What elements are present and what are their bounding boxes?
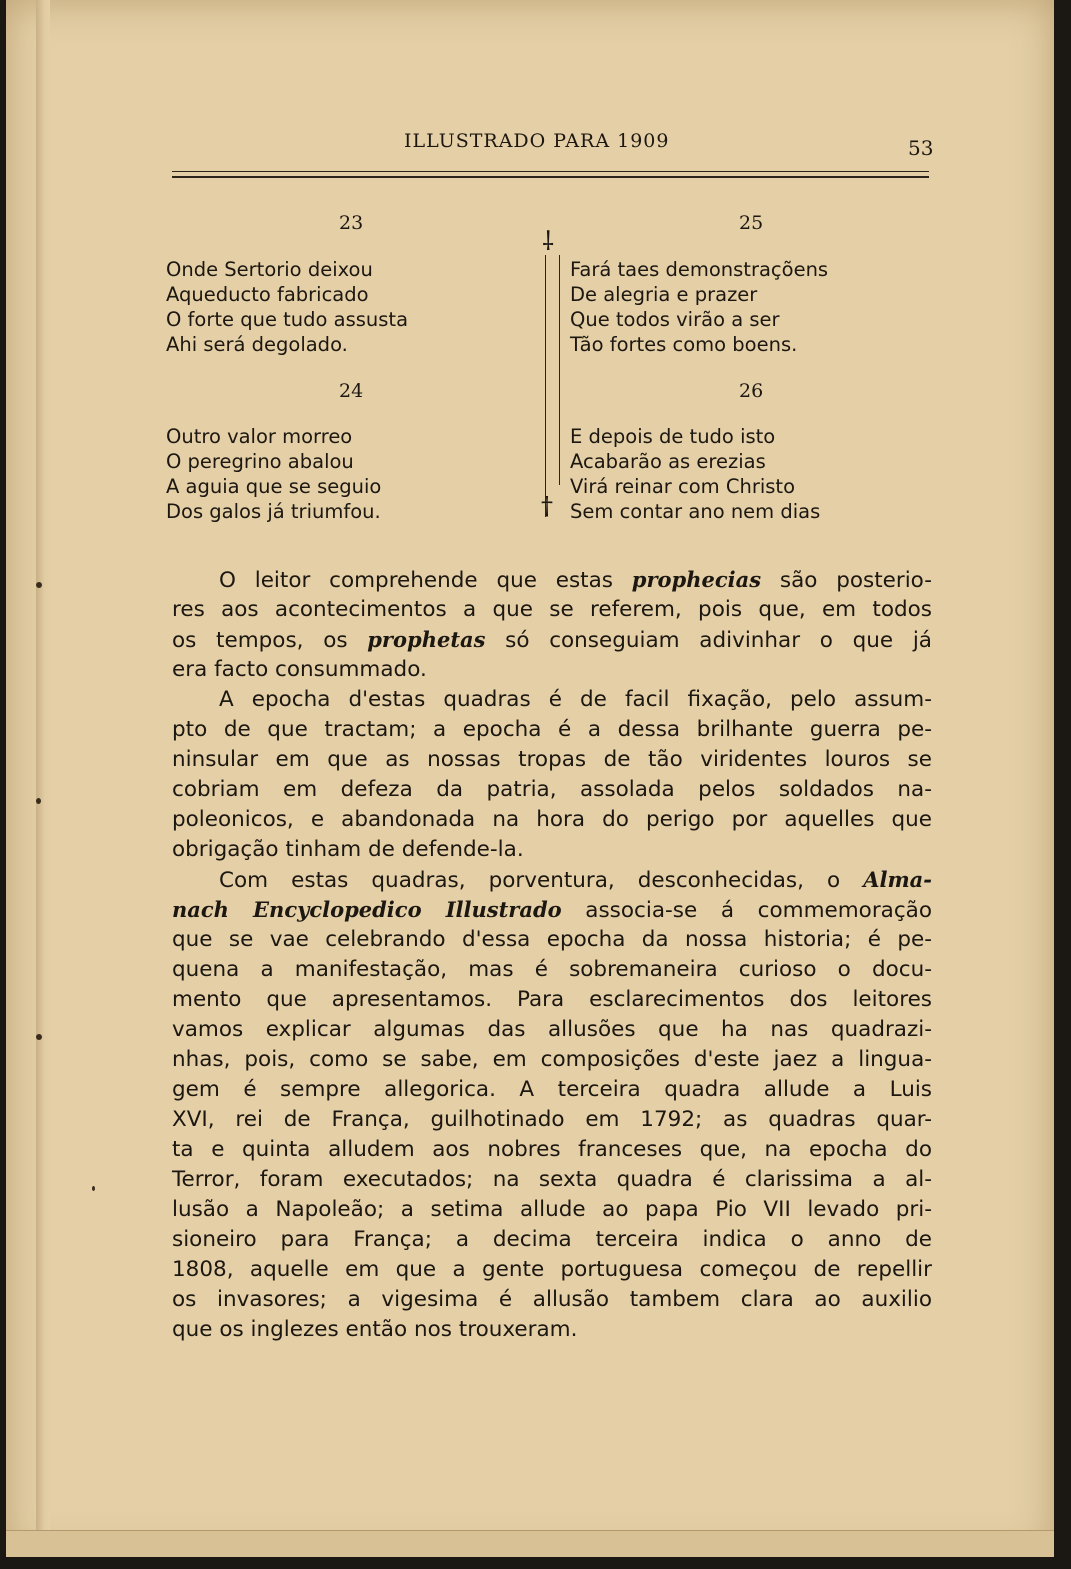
prose-line: Com estas quadras, porventura, desconhecidas, o Alma- xyxy=(219,867,933,893)
verse-line: Dos galos já triumfou. xyxy=(166,500,381,523)
stanza-number-24: 24 xyxy=(339,380,364,402)
header-rule-thin xyxy=(172,171,929,172)
stanza-number-26: 26 xyxy=(739,380,764,402)
prose-line: quena a manifestação, mas é sobremaneira curioso o docu- xyxy=(172,957,932,982)
italic-term: prophecias xyxy=(631,567,762,592)
stanza-number-23: 23 xyxy=(339,212,364,234)
prose-line: cobriam em defeza da patria, assolada pelos soldados na- xyxy=(172,777,932,802)
prose-line: 1808, aquelle em que a gente portuguesa começou de repellir xyxy=(172,1257,932,1282)
column-divider-right xyxy=(559,255,560,485)
header-rule-thick xyxy=(172,176,929,178)
stanza-26 xyxy=(570,424,820,524)
prose-line: ninsular em que as nossas tropas de tão viridentes louros se xyxy=(172,747,932,772)
page-bottom-edge xyxy=(6,1530,1054,1557)
verse-line: E depois de tudo isto xyxy=(570,425,776,448)
verse-line: Fará taes demonstraçõens xyxy=(570,258,829,281)
verse-line: Aqueducto fabricado xyxy=(166,283,369,306)
commentary-text xyxy=(172,565,932,1345)
verse-line: Outro valor morreo xyxy=(166,425,353,448)
prose-line: res aos acontecimentos a que se referem, pois que, em todos xyxy=(172,597,932,622)
prose-line: mento que apresentamos. Para esclarecimentos dos leitores xyxy=(172,987,932,1012)
verse-line: De alegria e prazer xyxy=(570,283,758,306)
prose-line: que se vae celebrando d'essa epocha da nossa historia; é pe- xyxy=(172,927,932,952)
prose-line: obrigação tinham de defende-la. xyxy=(172,837,524,862)
column-divider-left xyxy=(545,255,546,517)
dagger-ornament-top: ⸸ xyxy=(542,227,555,257)
italic-term: prophetas xyxy=(367,627,486,652)
verse-line: Onde Sertorio deixou xyxy=(166,258,373,281)
prose-line: Terror, foram executados; na sexta quadra é clarissima a al- xyxy=(172,1167,932,1192)
prose-line: pto de que tractam; a epocha é a dessa brilhante guerra pe- xyxy=(172,717,932,742)
page-number: 53 xyxy=(908,136,934,160)
prose-line: ta e quinta alludem aos nobres franceses que, na epocha do xyxy=(172,1137,932,1162)
verse-line: Ahi será degolado. xyxy=(166,333,348,356)
prose-line: era facto consummado. xyxy=(172,657,427,682)
stanza-23 xyxy=(166,257,408,357)
stanza-24 xyxy=(166,424,381,524)
prose-line: nhas, pois, como se sabe, em composições d'este jaez a lingua- xyxy=(172,1047,932,1072)
verse-line: O peregrino abalou xyxy=(166,450,354,473)
page-fold-shadow xyxy=(36,0,50,1556)
prose-line: sioneiro para França; a decima terceira indica o anno de xyxy=(172,1227,932,1252)
verse-line: O forte que tudo assusta xyxy=(166,308,409,331)
verse-line: Que todos virão a ser xyxy=(570,308,780,331)
stanza-25 xyxy=(570,257,828,357)
prose-line: O leitor comprehende que estas prophecias são posterio- xyxy=(219,567,932,593)
italic-title: nach Encyclopedico Illustrado xyxy=(172,897,562,922)
prose-line: gem é sempre allegorica. A terceira quadra allude a Luis xyxy=(172,1077,932,1102)
book-page xyxy=(6,0,1054,1556)
prose-line: os tempos, os prophetas só conseguiam adivinhar o que já xyxy=(172,627,932,653)
verse-line: Tão fortes como boens. xyxy=(570,333,798,356)
margin-speck xyxy=(36,582,42,588)
dagger-ornament-bottom: † xyxy=(541,492,553,520)
running-head: ILLUSTRADO PARA 1909 xyxy=(404,130,670,152)
prose-line: poleonicos, e abandonada na hora do perigo por aquelles que xyxy=(172,807,932,832)
italic-title: Alma- xyxy=(863,867,933,892)
prose-line: nach Encyclopedico Illustrado associa-se á commemoração xyxy=(172,897,932,923)
verse-line: Virá reinar com Christo xyxy=(570,475,796,498)
prose-line: A epocha d'estas quadras é de facil fixação, pelo assum- xyxy=(219,687,932,712)
verse-line: Acabarão as erezias xyxy=(570,450,766,473)
prose-line: XVI, rei de França, guilhotinado em 1792; as quadras quar- xyxy=(172,1107,932,1132)
stanza-number-25: 25 xyxy=(739,212,764,234)
verse-line: Sem contar ano nem dias xyxy=(570,500,821,523)
verse-line: A aguia que se seguio xyxy=(166,475,382,498)
margin-speck xyxy=(92,1186,95,1191)
prose-line: lusão a Napoleão; a setima allude ao papa Pio VII levado pri- xyxy=(172,1197,932,1222)
prose-line: vamos explicar algumas das allusões que ha nas quadrazi- xyxy=(172,1017,932,1042)
margin-speck xyxy=(36,798,41,804)
prose-line: que os inglezes então nos trouxeram. xyxy=(172,1317,578,1342)
margin-speck xyxy=(36,1034,42,1040)
prose-line: os invasores; a vigesima é allusão tambem clara ao auxilio xyxy=(172,1287,932,1312)
